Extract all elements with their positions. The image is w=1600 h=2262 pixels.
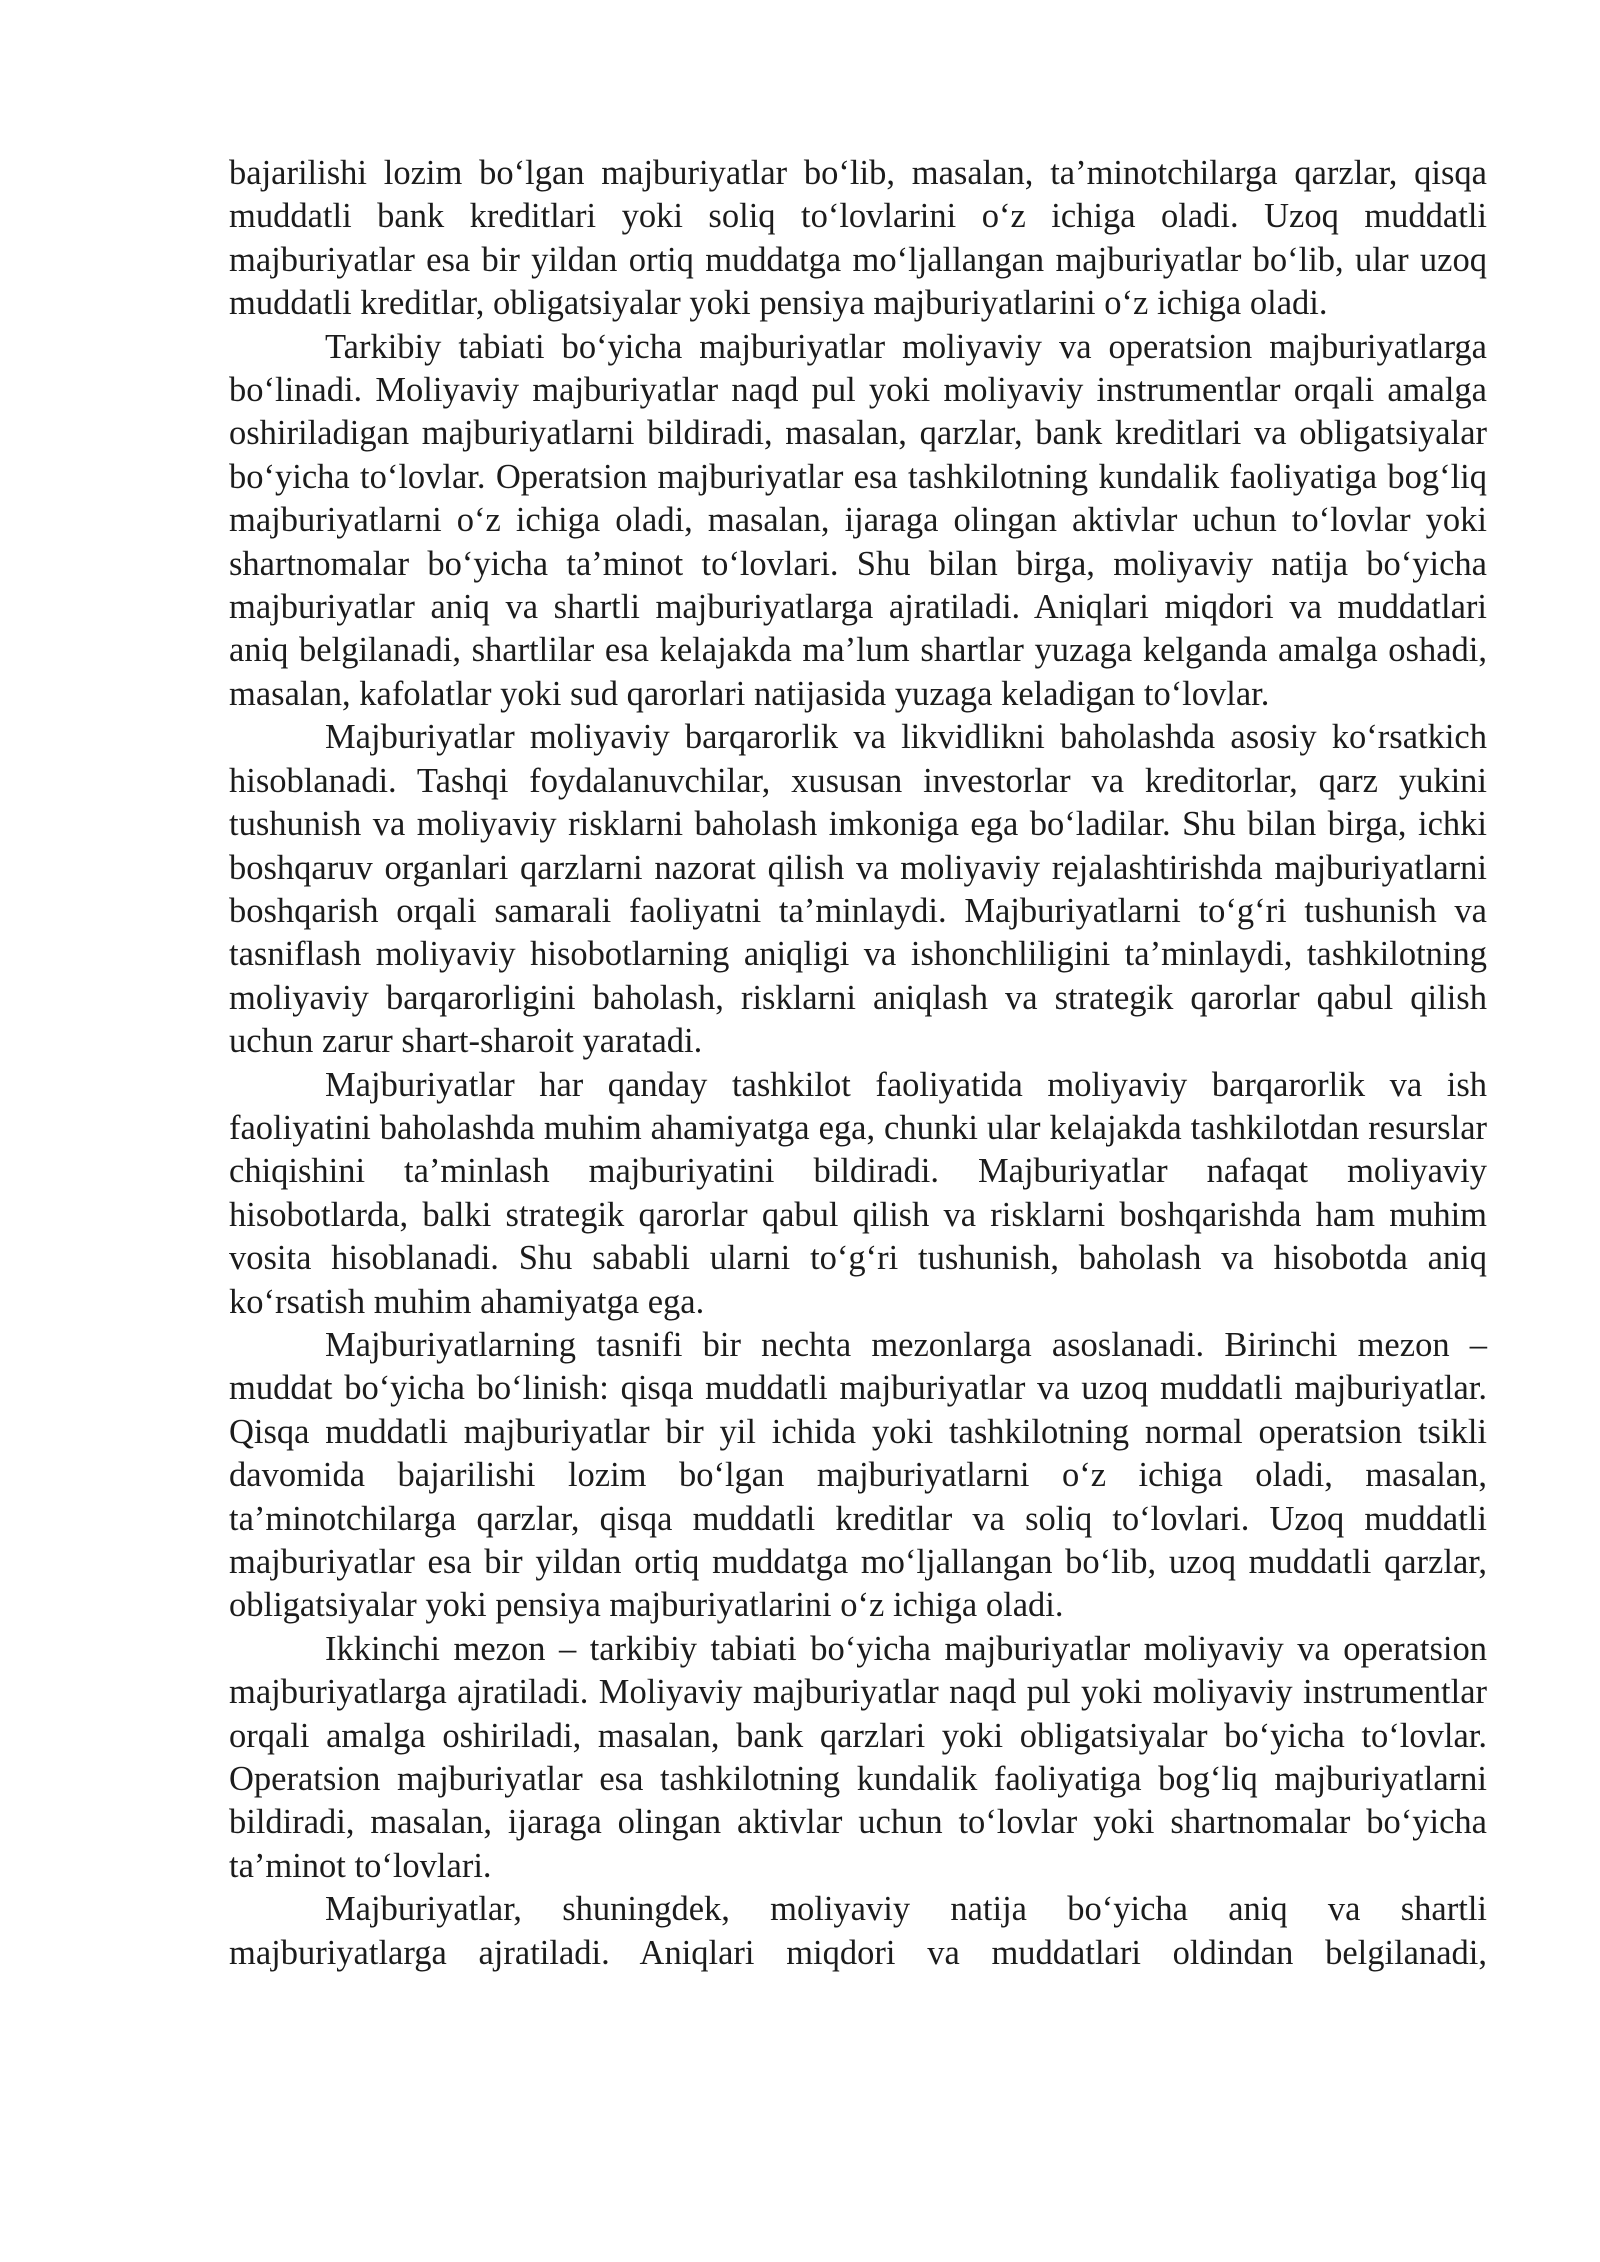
paragraph-4: Majburiyatlar har qanday tashkilot faoliyatida moliyaviy barqarorlik va ish faoliyatini baholashda muhim ahamiyatga ega, chunki ular kelajakda tashkilotdan resurslar chiqishini ta’minlash majburiyatini bildiradi. Majburiyatlar nafaqat moliyaviy hisobotlarda, balki strategik qarorlar qabul qilish va risklarni boshqarishda ham muhim vosita hisoblanadi. Shu sababli ularni to‘g‘ri tushunish, baholash va hisobotda aniq ko‘rsatish muhim ahamiyatga ega. [229,1065,1487,1321]
paragraph-5: Majburiyatlarning tasnifi bir nechta mezonlarga asoslanadi. Birinchi mezon – muddat bo‘yicha bo‘linish: qisqa muddatli majburiyatlar va uzoq muddatli majburiyatlar. Qisqa muddatli majburiyatlar bir yil ichida yoki tashkilotning normal operatsion tsikli davomida bajarilishi lozim bo‘lgan majburiyatlarni o‘z ichiga oladi, masalan, ta’minotchilarga qarzlar, qisqa muddatli kreditlar va soliq to‘lovlari. Uzoq muddatli majburiyatlar esa bir yildan ortiq muddatga mo‘ljallangan bo‘lib, uzoq muddatli qarzlar, obligatsiyalar yoki pensiya majburiyatlarini o‘z ichiga oladi. [229,1325,1487,1625]
paragraph-7: Majburiyatlar, shuningdek, moliyaviy natija bo‘yicha aniq va shartli majburiyatlarga ajratiladi. Aniqlari miqdori va muddatlari oldindan belgilanadi, [229,1890,1487,1972]
paragraph-2: Tarkibiy tabiati bo‘yicha majburiyatlar moliyaviy va operatsion majburiyatlarga bo‘linadi. Moliyaviy majburiyatlar naqd pul yoki moliyaviy instrumentlar orqali amalga oshiriladigan majburiyatlarni bildiradi, masalan, qarzlar, bank kreditlari va obligatsiyalar bo‘yicha to‘lovlar. Operatsion majburiyatlar esa tashkilotning kundalik faoliyatiga bog‘liq majburiyatlarni o‘z ichiga oladi, masalan, ijaraga olingan aktivlar uchun to‘lovlar yoki shartnomalar bo‘yicha ta’minot to‘lovlari. Shu bilan birga, moliyaviy natija bo‘yicha majburiyatlar aniq va shartli majburiyatlarga ajratiladi. Aniqlari miqdori va muddatlari aniq belgilanadi, shartlilar esa kelajakda ma’lum shartlar yuzaga kelganda amalga oshadi, masalan, kafolatlar yoki sud qarorlari natijasida yuzaga keladigan to‘lovlar. [229,327,1487,713]
document-page [229,152,1487,1975]
paragraph-6: Ikkinchi mezon – tarkibiy tabiati bo‘yicha majburiyatlar moliyaviy va operatsion majburiyatlarga ajratiladi. Moliyaviy majburiyatlar naqd pul yoki moliyaviy instrumentlar orqali amalga oshiriladi, masalan, bank qarzlari yoki obligatsiyalar bo‘yicha to‘lovlar. Operatsion majburiyatlar esa tashkilotning kundalik faoliyatiga bog‘liq majburiyatlarni bildiradi, masalan, ijaraga olingan aktivlar uchun to‘lovlar yoki shartnomalar bo‘yicha ta’minot to‘lovlari. [229,1629,1487,1885]
paragraph-1: bajarilishi lozim bo‘lgan majburiyatlar bo‘lib, masalan, ta’minotchilarga qarzlar, qisqa muddatli bank kreditlari yoki soliq to‘lovlarini o‘z ichiga oladi. Uzoq muddatli majburiyatlar esa bir yildan ortiq muddatga mo‘ljallangan majburiyatlar bo‘lib, ular uzoq muddatli kreditlar, obligatsiyalar yoki pensiya majburiyatlarini o‘z ichiga oladi. [229,154,1487,323]
paragraph-3: Majburiyatlar moliyaviy barqarorlik va likvidlikni baholashda asosiy ko‘rsatkich hisoblanadi. Tashqi foydalanuvchilar, xususan investorlar va kreditorlar, qarz yukini tushunish va moliyaviy risklarni baholash imkoniga ega bo‘ladilar. Shu bilan birga, ichki boshqaruv organlari qarzlarni nazorat qilish va moliyaviy rejalashtirishda majburiyatlarni boshqarish orqali samarali faoliyatni ta’minlaydi. Majburiyatlarni to‘g‘ri tushunish va tasniflash moliyaviy hisobotlarning aniqligi va ishonchliligini ta’minlaydi, tashkilotning moliyaviy barqarorligini baholash, risklarni aniqlash va strategik qarorlar qabul qilish uchun zarur shart-sharoit yaratadi. [229,718,1487,1061]
